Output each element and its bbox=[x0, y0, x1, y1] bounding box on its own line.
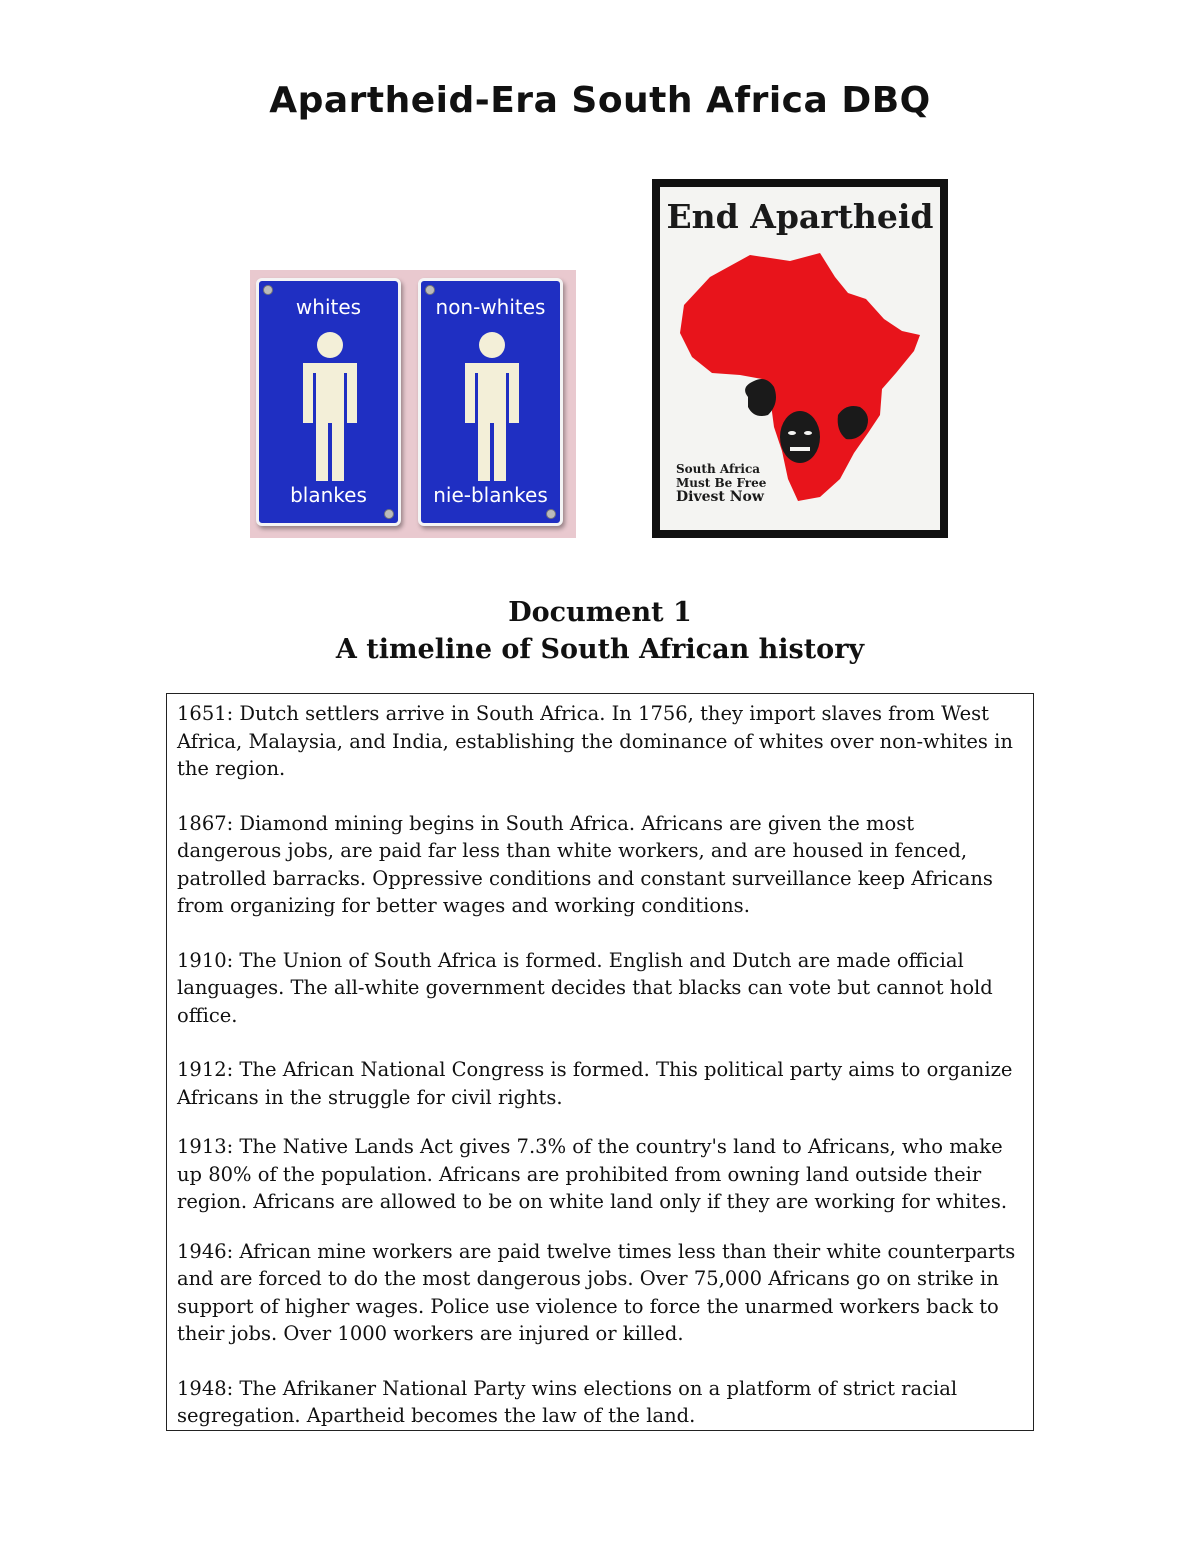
timeline-entry-1913: 1913: The Native Lands Act gives 7.3% of the country's land to Africans, who make up 80% of the population. Africans are prohibited from owning land outside their region. Africans are allowed to be on white land only if they are working for whites. bbox=[177, 1135, 1008, 1213]
poster-slogan-line2: Must Be Free bbox=[676, 476, 767, 490]
person-icon bbox=[299, 331, 361, 481]
segregation-signs-photo bbox=[250, 270, 576, 538]
whites-sign-bottom-label: blankes bbox=[290, 483, 367, 507]
non-whites-sign-top-label: non-whites bbox=[435, 295, 546, 319]
timeline-box bbox=[166, 693, 1034, 1431]
whites-sign bbox=[256, 278, 401, 526]
whites-sign-top-label: whites bbox=[295, 295, 362, 319]
document-subtitle: A timeline of South African history bbox=[335, 634, 865, 665]
poster-slogan-line1: South Africa bbox=[676, 462, 761, 476]
timeline-entry-1912: 1912: The African National Congress is formed. This political party aims to organize Africans in the struggle for civil rights. bbox=[177, 1058, 1013, 1109]
timeline-entry-1910: 1910: The Union of South Africa is formed. English and Dutch are made official languages. The all-white government decides that blacks can vote but cannot hold office. bbox=[177, 948, 993, 1027]
end-apartheid-poster bbox=[652, 179, 948, 538]
person-icon bbox=[461, 331, 523, 481]
non-whites-sign-bottom-label: nie-blankes bbox=[433, 483, 548, 507]
poster-title: End Apartheid bbox=[666, 197, 934, 236]
timeline-entry-1948: 1948: The Afrikaner National Party wins elections on a platform of strict racial segregation. Apartheid becomes the law of the land. bbox=[177, 1376, 958, 1427]
screw-icon bbox=[384, 509, 394, 519]
document-number: Document 1 bbox=[508, 597, 692, 628]
poster-slogan bbox=[676, 462, 766, 504]
poster-slogan-line3: Divest Now bbox=[676, 489, 764, 505]
timeline-entry-1946: 1946: African mine workers are paid twelve times less than their white counterparts and are forced to do the most dangerous jobs. Over 75,000 Africans go on strike in support of higher wages. Police use violence to force the unarmed workers back to their jobs. Over 1000 workers are injured or killed. bbox=[177, 1239, 1016, 1345]
page-title: Apartheid-Era South Africa DBQ bbox=[269, 80, 931, 121]
document-heading bbox=[0, 594, 1200, 668]
screw-icon bbox=[425, 285, 435, 295]
timeline-entry-1651: 1651: Dutch settlers arrive in South Africa. In 1756, they import slaves from West Africa, Malaysia, and India, establishing the dominance of whites over non-whites in the region. bbox=[177, 702, 1013, 780]
timeline-entry-1867: 1867: Diamond mining begins in South Africa. Africans are given the most dangerous jobs, are paid far less than white workers, and are housed in fenced, patrolled barracks. Oppressive conditions and constant surveillance keep Africans from organizing for better wages and working conditions. bbox=[177, 811, 993, 917]
non-whites-sign bbox=[418, 278, 563, 526]
screw-icon bbox=[263, 285, 273, 295]
screw-icon bbox=[546, 509, 556, 519]
